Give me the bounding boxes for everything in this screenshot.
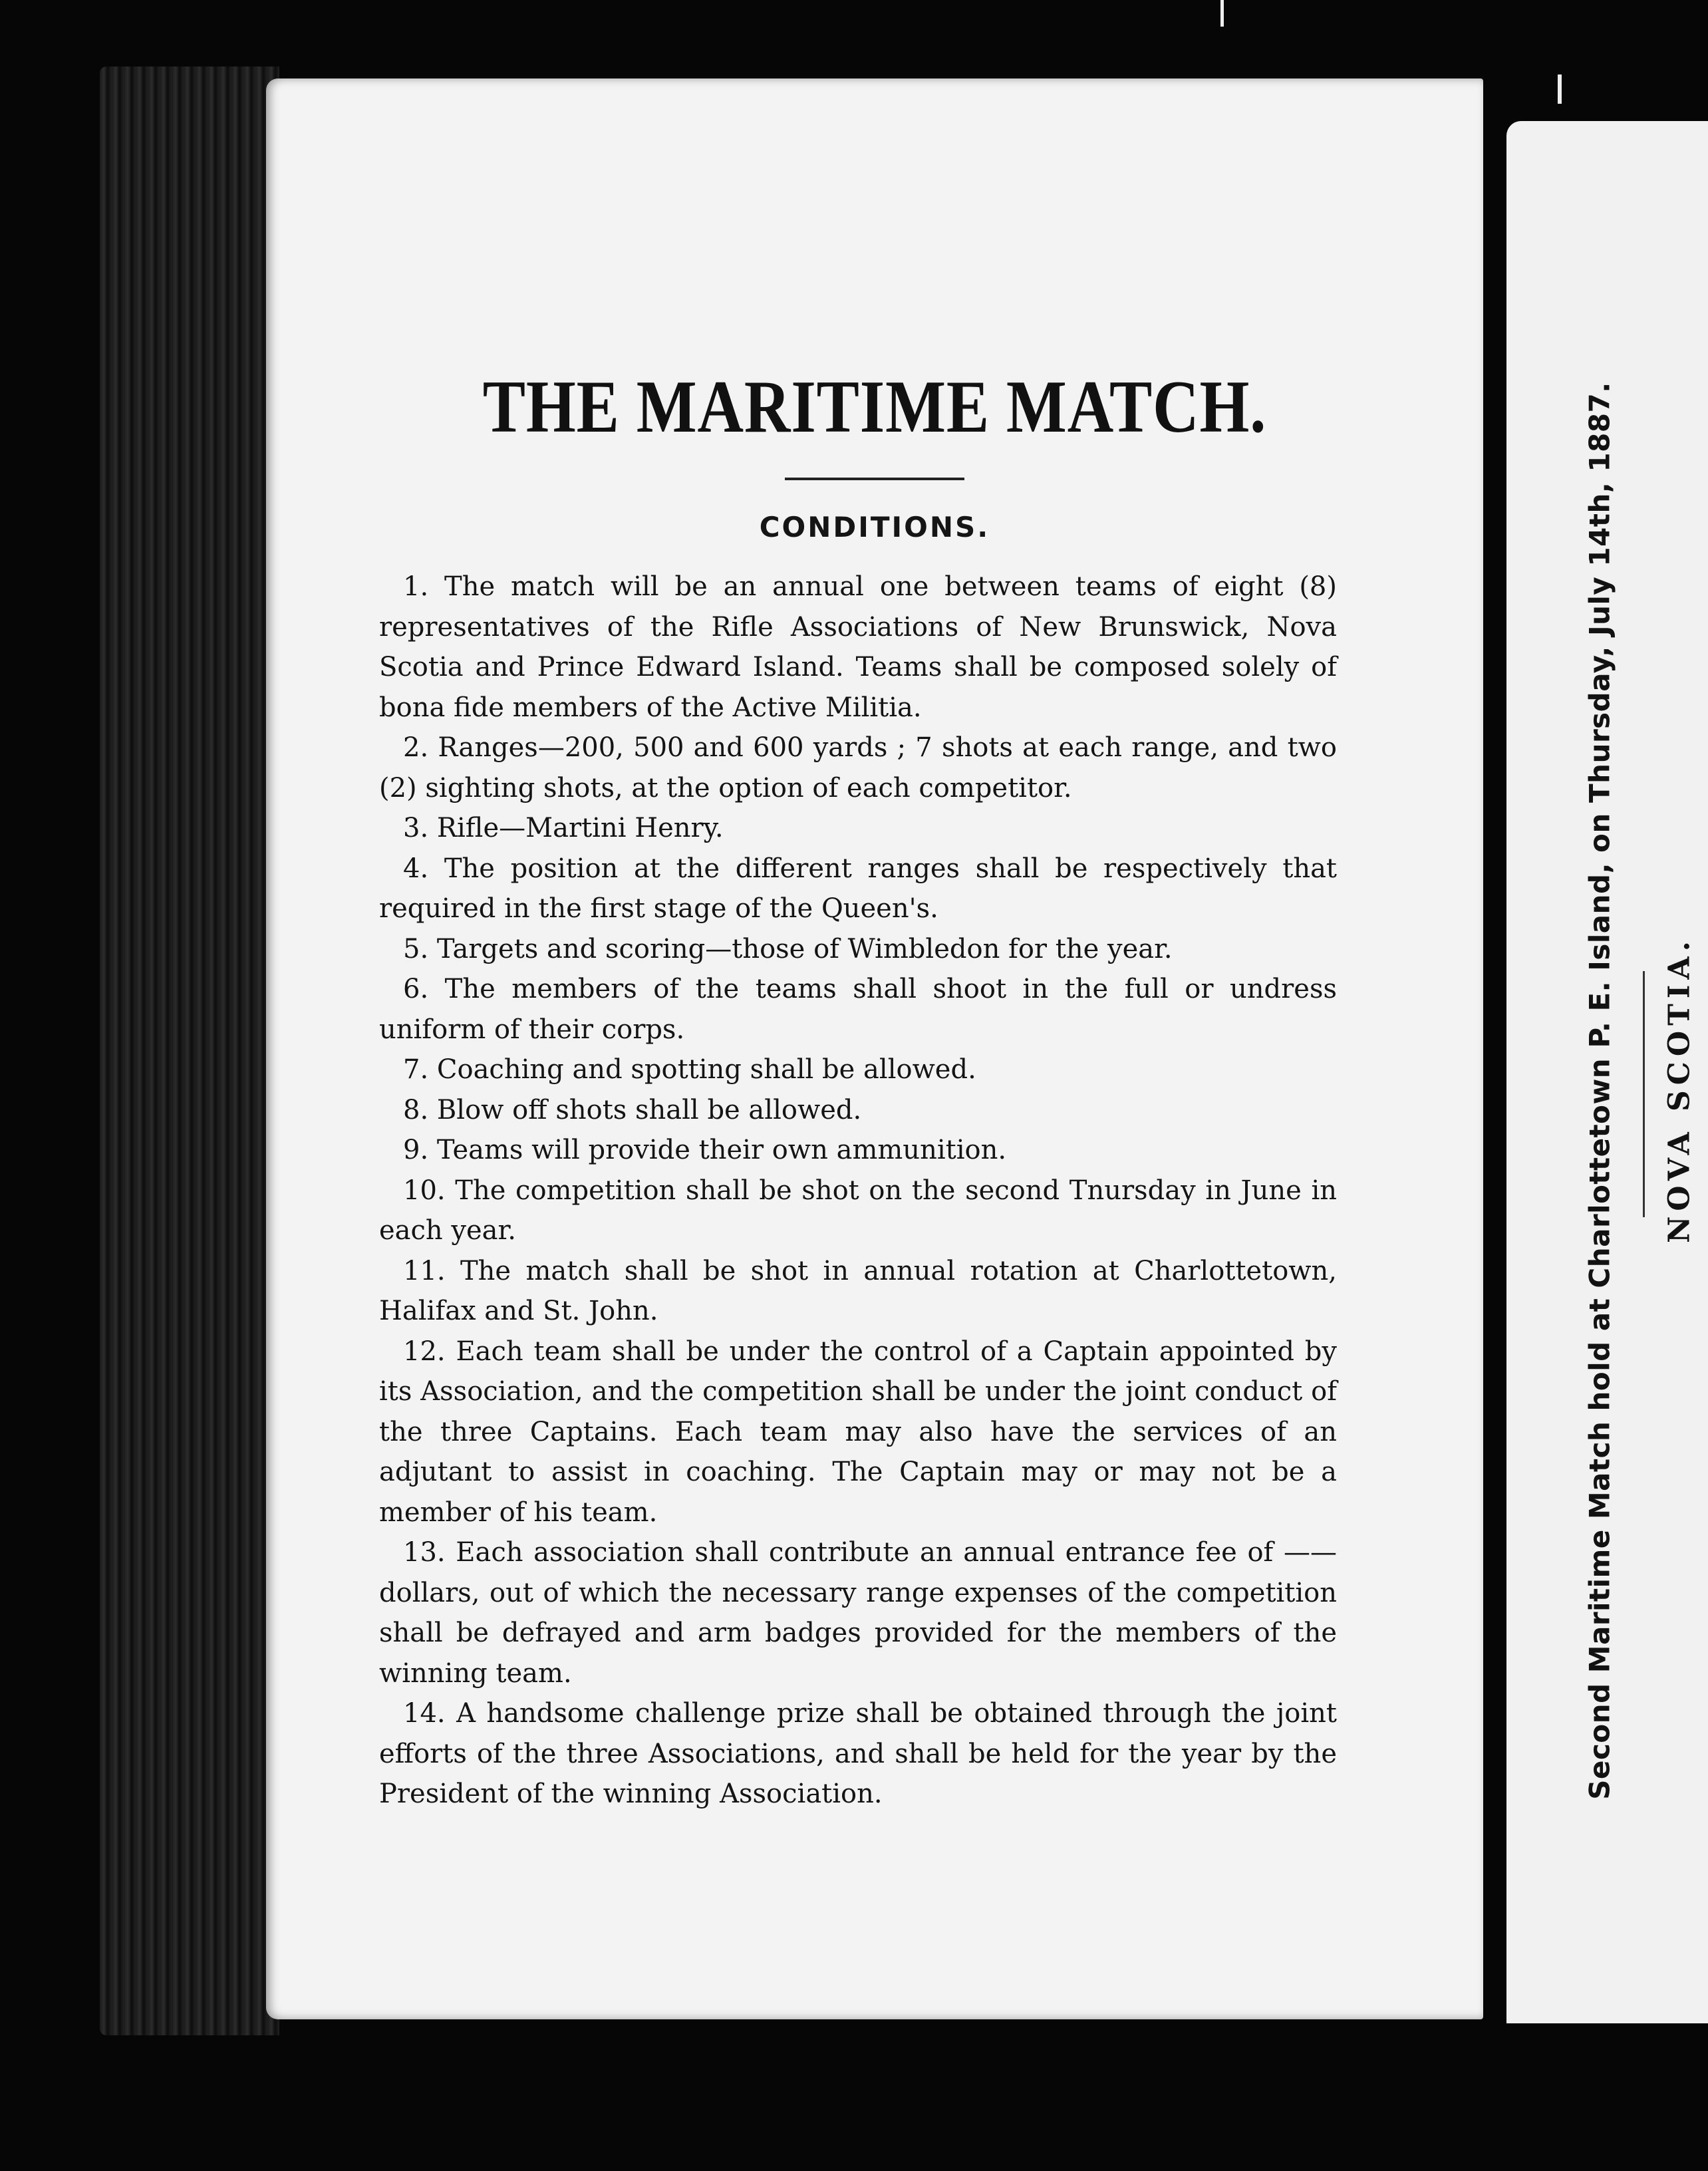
- condition-item: 13. Each association shall contribute an annual entrance fee of —— dollars, out of which the necessary range expenses of the competition shall be defrayed and arm badges provided for the members of the winning team.: [379, 1537, 1337, 1689]
- scan-mark: [1558, 74, 1562, 104]
- condition-item: 6. The members of the teams shall shoot in the full or undress uniform of their corps.: [379, 974, 1337, 1045]
- page-edges: [100, 67, 279, 2035]
- page-title: THE MARITIME MATCH.: [482, 366, 1267, 448]
- condition-item: 1. The match will be an annual one between teams of eight (8) representatives of the Rifle Associations of New Brunswick, Nova Scotia and Prince Edward Island. Teams shall be composed solely of bona fide members of the Active Militia.: [379, 571, 1337, 723]
- condition-item: 10. The competition shall be shot on the second Tnursday in June in each year.: [379, 1175, 1337, 1246]
- conditions-list: [379, 567, 1337, 1814]
- condition-item: 12. Each team shall be under the control of a Captain appointed by its Association, and the competition shall be under the joint conduct of the three Captains. Each team may also have the services of an adjutant to assist in coaching. The Captain may or may not be a member of his team.: [379, 1336, 1337, 1528]
- side-caption-text: Second Maritime Match hold at Charlottetown P. E. Island, on Thursday, July 14th, 1887.: [1583, 382, 1616, 1800]
- team-label-text: NOVA SCOTIA.: [1662, 936, 1697, 1243]
- condition-item: 5. Targets and scoring—those of Wimbledon for the year.: [403, 933, 1173, 964]
- condition-item: 11. The match shall be shot in annual rotation at Charlottetown, Halifax and St. John.: [379, 1255, 1337, 1326]
- side-rule: [1643, 971, 1645, 1217]
- scan-mark: [1220, 0, 1224, 27]
- condition-item: 14. A handsome challenge prize shall be obtained through the joint efforts of the three Associations, and shall be held for the year by the President of the winning Association.: [379, 1698, 1337, 1809]
- condition-item: 9. Teams will provide their own ammunition.: [403, 1135, 1007, 1165]
- condition-item: 8. Blow off shots shall be allowed.: [403, 1094, 862, 1125]
- conditions-heading: CONDITIONS.: [759, 511, 990, 543]
- condition-item: 4. The position at the different ranges shall be respectively that required in the first stage of the Queen's.: [379, 853, 1337, 924]
- condition-item: 3. Rifle—Martini Henry.: [403, 813, 724, 843]
- title-rule: [785, 478, 964, 480]
- condition-item: 7. Coaching and spotting shall be allowed.: [403, 1054, 976, 1085]
- condition-item: 2. Ranges—200, 500 and 600 yards ; 7 shots at each range, and two (2) sighting shots, at the option of each competitor.: [379, 732, 1337, 803]
